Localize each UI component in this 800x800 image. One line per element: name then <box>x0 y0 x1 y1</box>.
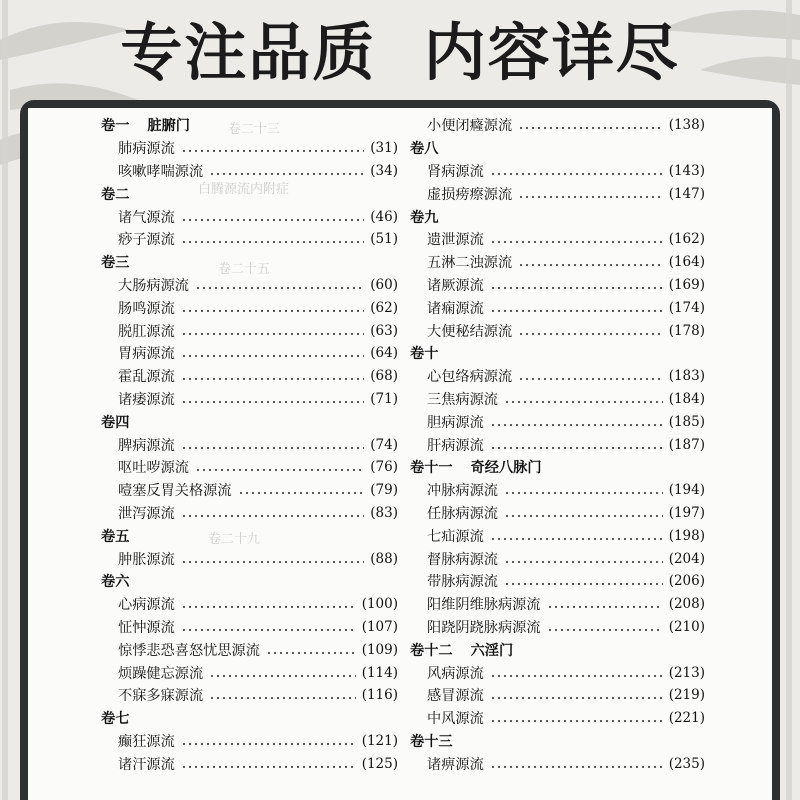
entry-page-number: (68) <box>370 368 398 385</box>
toc-entry <box>410 684 705 707</box>
dot-leader <box>490 720 663 722</box>
entry-title: 惊悸悲恐喜怒忧思源流 <box>118 642 260 659</box>
dot-leader <box>238 492 365 494</box>
entry-title: 肠鸣源流 <box>118 300 175 317</box>
dot-leader <box>547 606 663 608</box>
toc-entry <box>410 274 705 297</box>
toc-entry <box>410 365 705 388</box>
toc-entry <box>101 365 398 388</box>
entry-title: 肺病源流 <box>118 141 175 158</box>
bleed-through-text: 卷二十五 <box>218 262 271 277</box>
entry-page-number: (204) <box>668 550 705 567</box>
entry-page-number: (46) <box>370 208 398 225</box>
entry-page-number: (198) <box>668 527 705 544</box>
dot-leader <box>266 652 356 654</box>
toc-entry <box>410 251 705 274</box>
dot-leader <box>518 127 663 129</box>
toc-entry <box>101 137 398 160</box>
dot-leader <box>181 150 365 152</box>
toc-entry <box>101 730 398 753</box>
dot-leader <box>518 264 663 266</box>
dot-leader <box>181 355 365 357</box>
dot-leader <box>490 766 663 768</box>
dot-leader <box>181 447 365 449</box>
entry-title: 诸厥源流 <box>427 277 484 294</box>
entry-title: 督脉病源流 <box>427 551 498 568</box>
entry-page-number: (116) <box>361 687 398 704</box>
entry-title: 任脉病源流 <box>427 505 498 522</box>
dot-leader <box>504 492 663 494</box>
entry-page-number: (138) <box>668 117 705 134</box>
toc-entry <box>410 228 705 251</box>
entry-title: 不寐多寐源流 <box>118 688 204 705</box>
entry-title: 诸汗源流 <box>118 756 175 773</box>
dot-leader <box>181 629 356 631</box>
toc-entry <box>410 479 705 502</box>
volume-name: 脏腑门 <box>147 118 190 135</box>
toc-volume-heading <box>101 524 398 547</box>
dot-leader <box>518 196 663 198</box>
entry-page-number: (31) <box>370 140 398 157</box>
dot-leader <box>547 629 663 631</box>
entry-page-number: (107) <box>361 618 398 635</box>
entry-page-number: (162) <box>668 231 705 248</box>
entry-page-number: (184) <box>668 390 705 407</box>
entry-page-number: (178) <box>668 322 705 339</box>
entry-title: 小便闭癃源流 <box>427 118 513 135</box>
toc-entry <box>101 342 398 365</box>
toc-entry <box>410 661 705 684</box>
toc-entry <box>410 524 705 547</box>
bleed-through-text: 卷二十九 <box>208 532 261 547</box>
entry-title: 脱肛源流 <box>118 323 175 340</box>
volume-number: 卷十三 <box>410 733 453 750</box>
dot-leader <box>209 675 356 677</box>
toc-entry <box>410 570 705 593</box>
toc-entry <box>101 616 398 639</box>
entry-title: 五淋二浊源流 <box>427 255 513 272</box>
entry-title: 诸痿源流 <box>118 391 175 408</box>
dot-leader <box>490 447 663 449</box>
dot-leader <box>209 173 364 175</box>
toc-volume-heading <box>101 570 398 593</box>
toc-column-left <box>101 114 398 775</box>
toc-entry <box>410 547 705 570</box>
entry-page-number: (121) <box>361 732 398 749</box>
entry-page-number: (210) <box>668 618 705 635</box>
entry-page-number: (71) <box>370 390 398 407</box>
dot-leader <box>490 538 663 540</box>
entry-title: 诸痫源流 <box>427 300 484 317</box>
dot-leader <box>181 606 356 608</box>
toc-volume-heading <box>101 114 398 137</box>
entry-page-number: (164) <box>668 254 705 271</box>
dot-leader <box>490 241 663 243</box>
volume-number: 卷二 <box>101 186 130 203</box>
entry-page-number: (213) <box>668 664 705 681</box>
entry-page-number: (60) <box>370 276 398 293</box>
dot-leader <box>181 743 356 745</box>
volume-number: 卷六 <box>101 574 130 591</box>
toc-entry <box>410 114 705 137</box>
entry-title: 七疝源流 <box>427 528 484 545</box>
dot-leader <box>181 515 365 517</box>
toc-volume-heading <box>410 456 705 479</box>
entry-page-number: (185) <box>668 413 705 430</box>
toc-entry <box>410 752 705 775</box>
toc-entry <box>410 296 705 319</box>
entry-title: 心包络病源流 <box>427 369 513 386</box>
entry-page-number: (114) <box>361 664 398 681</box>
toc-entry <box>410 433 705 456</box>
toc-entry <box>410 319 705 342</box>
dot-leader <box>490 173 663 175</box>
toc-page <box>28 108 772 800</box>
toc-entry <box>101 502 398 525</box>
bleed-through-text: 白腾源流内附症 <box>198 182 290 197</box>
dot-leader <box>195 287 364 289</box>
entry-page-number: (74) <box>370 436 398 453</box>
entry-page-number: (34) <box>370 162 398 179</box>
toc-volume-heading <box>410 342 705 365</box>
entry-page-number: (143) <box>668 162 705 179</box>
toc-entry <box>101 296 398 319</box>
volume-number: 卷八 <box>410 141 439 158</box>
book-frame <box>20 100 780 800</box>
entry-title: 带脉病源流 <box>427 574 498 591</box>
toc-entry <box>101 638 398 661</box>
volume-number: 卷九 <box>410 209 439 226</box>
entry-page-number: (194) <box>668 482 705 499</box>
entry-title: 肾病源流 <box>427 163 484 180</box>
dot-leader <box>181 401 365 403</box>
entry-title: 呕吐哕源流 <box>118 460 189 477</box>
entry-page-number: (51) <box>370 231 398 248</box>
entry-page-number: (174) <box>668 299 705 316</box>
toc-volume-heading <box>410 205 705 228</box>
entry-title: 痧子源流 <box>118 232 175 249</box>
entry-page-number: (63) <box>370 322 398 339</box>
entry-title: 感冒源流 <box>427 688 484 705</box>
entry-page-number: (100) <box>361 596 398 613</box>
toc-volume-heading <box>410 638 705 661</box>
entry-page-number: (83) <box>370 504 398 521</box>
entry-page-number: (169) <box>668 276 705 293</box>
toc-entry <box>101 661 398 684</box>
volume-name: 六淫门 <box>470 642 514 659</box>
toc-entry <box>410 707 705 730</box>
dot-leader <box>504 583 663 585</box>
entry-title: 胃病源流 <box>118 346 175 363</box>
toc-entry <box>410 160 705 183</box>
entry-title: 肝病源流 <box>427 437 484 454</box>
entry-page-number: (62) <box>370 299 398 316</box>
entry-page-number: (197) <box>668 504 705 521</box>
entry-title: 大便秘结源流 <box>427 323 513 340</box>
toc-entry <box>410 502 705 525</box>
toc-entry <box>410 182 705 205</box>
entry-title: 冲脉病源流 <box>427 483 498 500</box>
volume-number: 卷七 <box>101 711 130 728</box>
toc-volume-heading <box>101 707 398 730</box>
entry-title: 虚损痨瘵源流 <box>427 186 513 203</box>
entry-title: 风病源流 <box>427 665 484 682</box>
toc-volume-heading <box>101 182 398 205</box>
dot-leader <box>181 333 365 335</box>
toc-volume-heading <box>101 251 398 274</box>
entry-page-number: (208) <box>668 596 705 613</box>
toc-column-right <box>410 114 705 775</box>
entry-title: 脾病源流 <box>118 437 175 454</box>
toc-entry <box>101 479 398 502</box>
toc-entry <box>101 684 398 707</box>
dot-leader <box>209 697 356 699</box>
dot-leader <box>181 766 356 768</box>
entry-page-number: (219) <box>668 687 705 704</box>
volume-number: 卷三 <box>101 255 130 272</box>
volume-number: 卷十二 <box>410 642 453 659</box>
dot-leader <box>490 424 663 426</box>
entry-page-number: (76) <box>370 459 398 476</box>
dot-leader <box>195 469 364 471</box>
entry-title: 心病源流 <box>118 597 175 614</box>
entry-title: 三焦病源流 <box>427 391 498 408</box>
bleed-through-text: 卷二十三 <box>228 122 281 137</box>
volume-number: 卷五 <box>101 528 130 545</box>
toc-entry <box>410 410 705 433</box>
toc-entry <box>101 228 398 251</box>
dot-leader <box>518 378 663 380</box>
entry-page-number: (187) <box>668 436 705 453</box>
entry-title: 阳维阴维脉病源流 <box>427 597 541 614</box>
toc-volume-heading <box>410 137 705 160</box>
entry-page-number: (79) <box>370 482 398 499</box>
volume-number: 卷四 <box>101 414 130 431</box>
volume-number: 卷一 <box>101 118 130 135</box>
toc-entry <box>101 752 398 775</box>
toc-entry <box>101 593 398 616</box>
volume-number: 卷十一 <box>410 460 453 477</box>
dot-leader <box>490 287 663 289</box>
toc-entry <box>101 456 398 479</box>
entry-title: 癫狂源流 <box>118 733 175 750</box>
dot-leader <box>490 697 663 699</box>
toc-entry <box>101 433 398 456</box>
entry-title: 肿胀源流 <box>118 551 175 568</box>
toc-entry <box>101 274 398 297</box>
toc-entry <box>101 205 398 228</box>
dot-leader <box>504 515 663 517</box>
toc-entry <box>410 388 705 411</box>
toc-entry <box>101 319 398 342</box>
entry-page-number: (125) <box>361 755 398 772</box>
volume-number: 卷十 <box>410 346 439 363</box>
entry-page-number: (109) <box>361 641 398 658</box>
entry-title: 阳跷阴跷脉病源流 <box>427 619 541 636</box>
entry-title: 诸痹源流 <box>427 756 484 773</box>
entry-title: 诸气源流 <box>118 209 175 226</box>
dot-leader <box>181 310 365 312</box>
dot-leader <box>181 241 365 243</box>
toc-entry <box>410 616 705 639</box>
entry-title: 泄泻源流 <box>118 505 175 522</box>
dot-leader <box>181 219 365 221</box>
toc-volume-heading <box>410 730 705 753</box>
dot-leader <box>181 378 365 380</box>
toc-entry <box>101 388 398 411</box>
dot-leader <box>181 561 365 563</box>
entry-title: 大肠病源流 <box>118 277 189 294</box>
entry-page-number: (88) <box>370 550 398 567</box>
entry-page-number: (64) <box>370 345 398 362</box>
entry-title: 烦躁健忘源流 <box>118 665 204 682</box>
entry-page-number: (206) <box>668 573 705 590</box>
dot-leader <box>504 561 663 563</box>
toc-entry <box>410 593 705 616</box>
entry-title: 中风源流 <box>427 711 484 728</box>
entry-title: 遗泄源流 <box>427 232 484 249</box>
toc-entry <box>101 547 398 570</box>
entry-title: 霍乱源流 <box>118 369 175 386</box>
volume-name: 奇经八脉门 <box>470 460 542 477</box>
entry-page-number: (147) <box>668 185 705 202</box>
entry-title: 怔忡源流 <box>118 619 175 636</box>
dot-leader <box>518 333 663 335</box>
entry-page-number: (235) <box>668 755 705 772</box>
dot-leader <box>490 675 663 677</box>
entry-title: 噎塞反胃关格源流 <box>118 483 232 500</box>
dot-leader <box>504 401 663 403</box>
entry-title: 胆病源流 <box>427 414 484 431</box>
entry-title: 咳嗽哮喘源流 <box>118 163 204 180</box>
entry-page-number: (183) <box>668 368 705 385</box>
toc-entry <box>101 160 398 183</box>
dot-leader <box>490 310 663 312</box>
headline: 专注品质 内容详尽 <box>120 16 680 89</box>
toc-volume-heading <box>101 410 398 433</box>
entry-page-number: (221) <box>668 710 705 727</box>
